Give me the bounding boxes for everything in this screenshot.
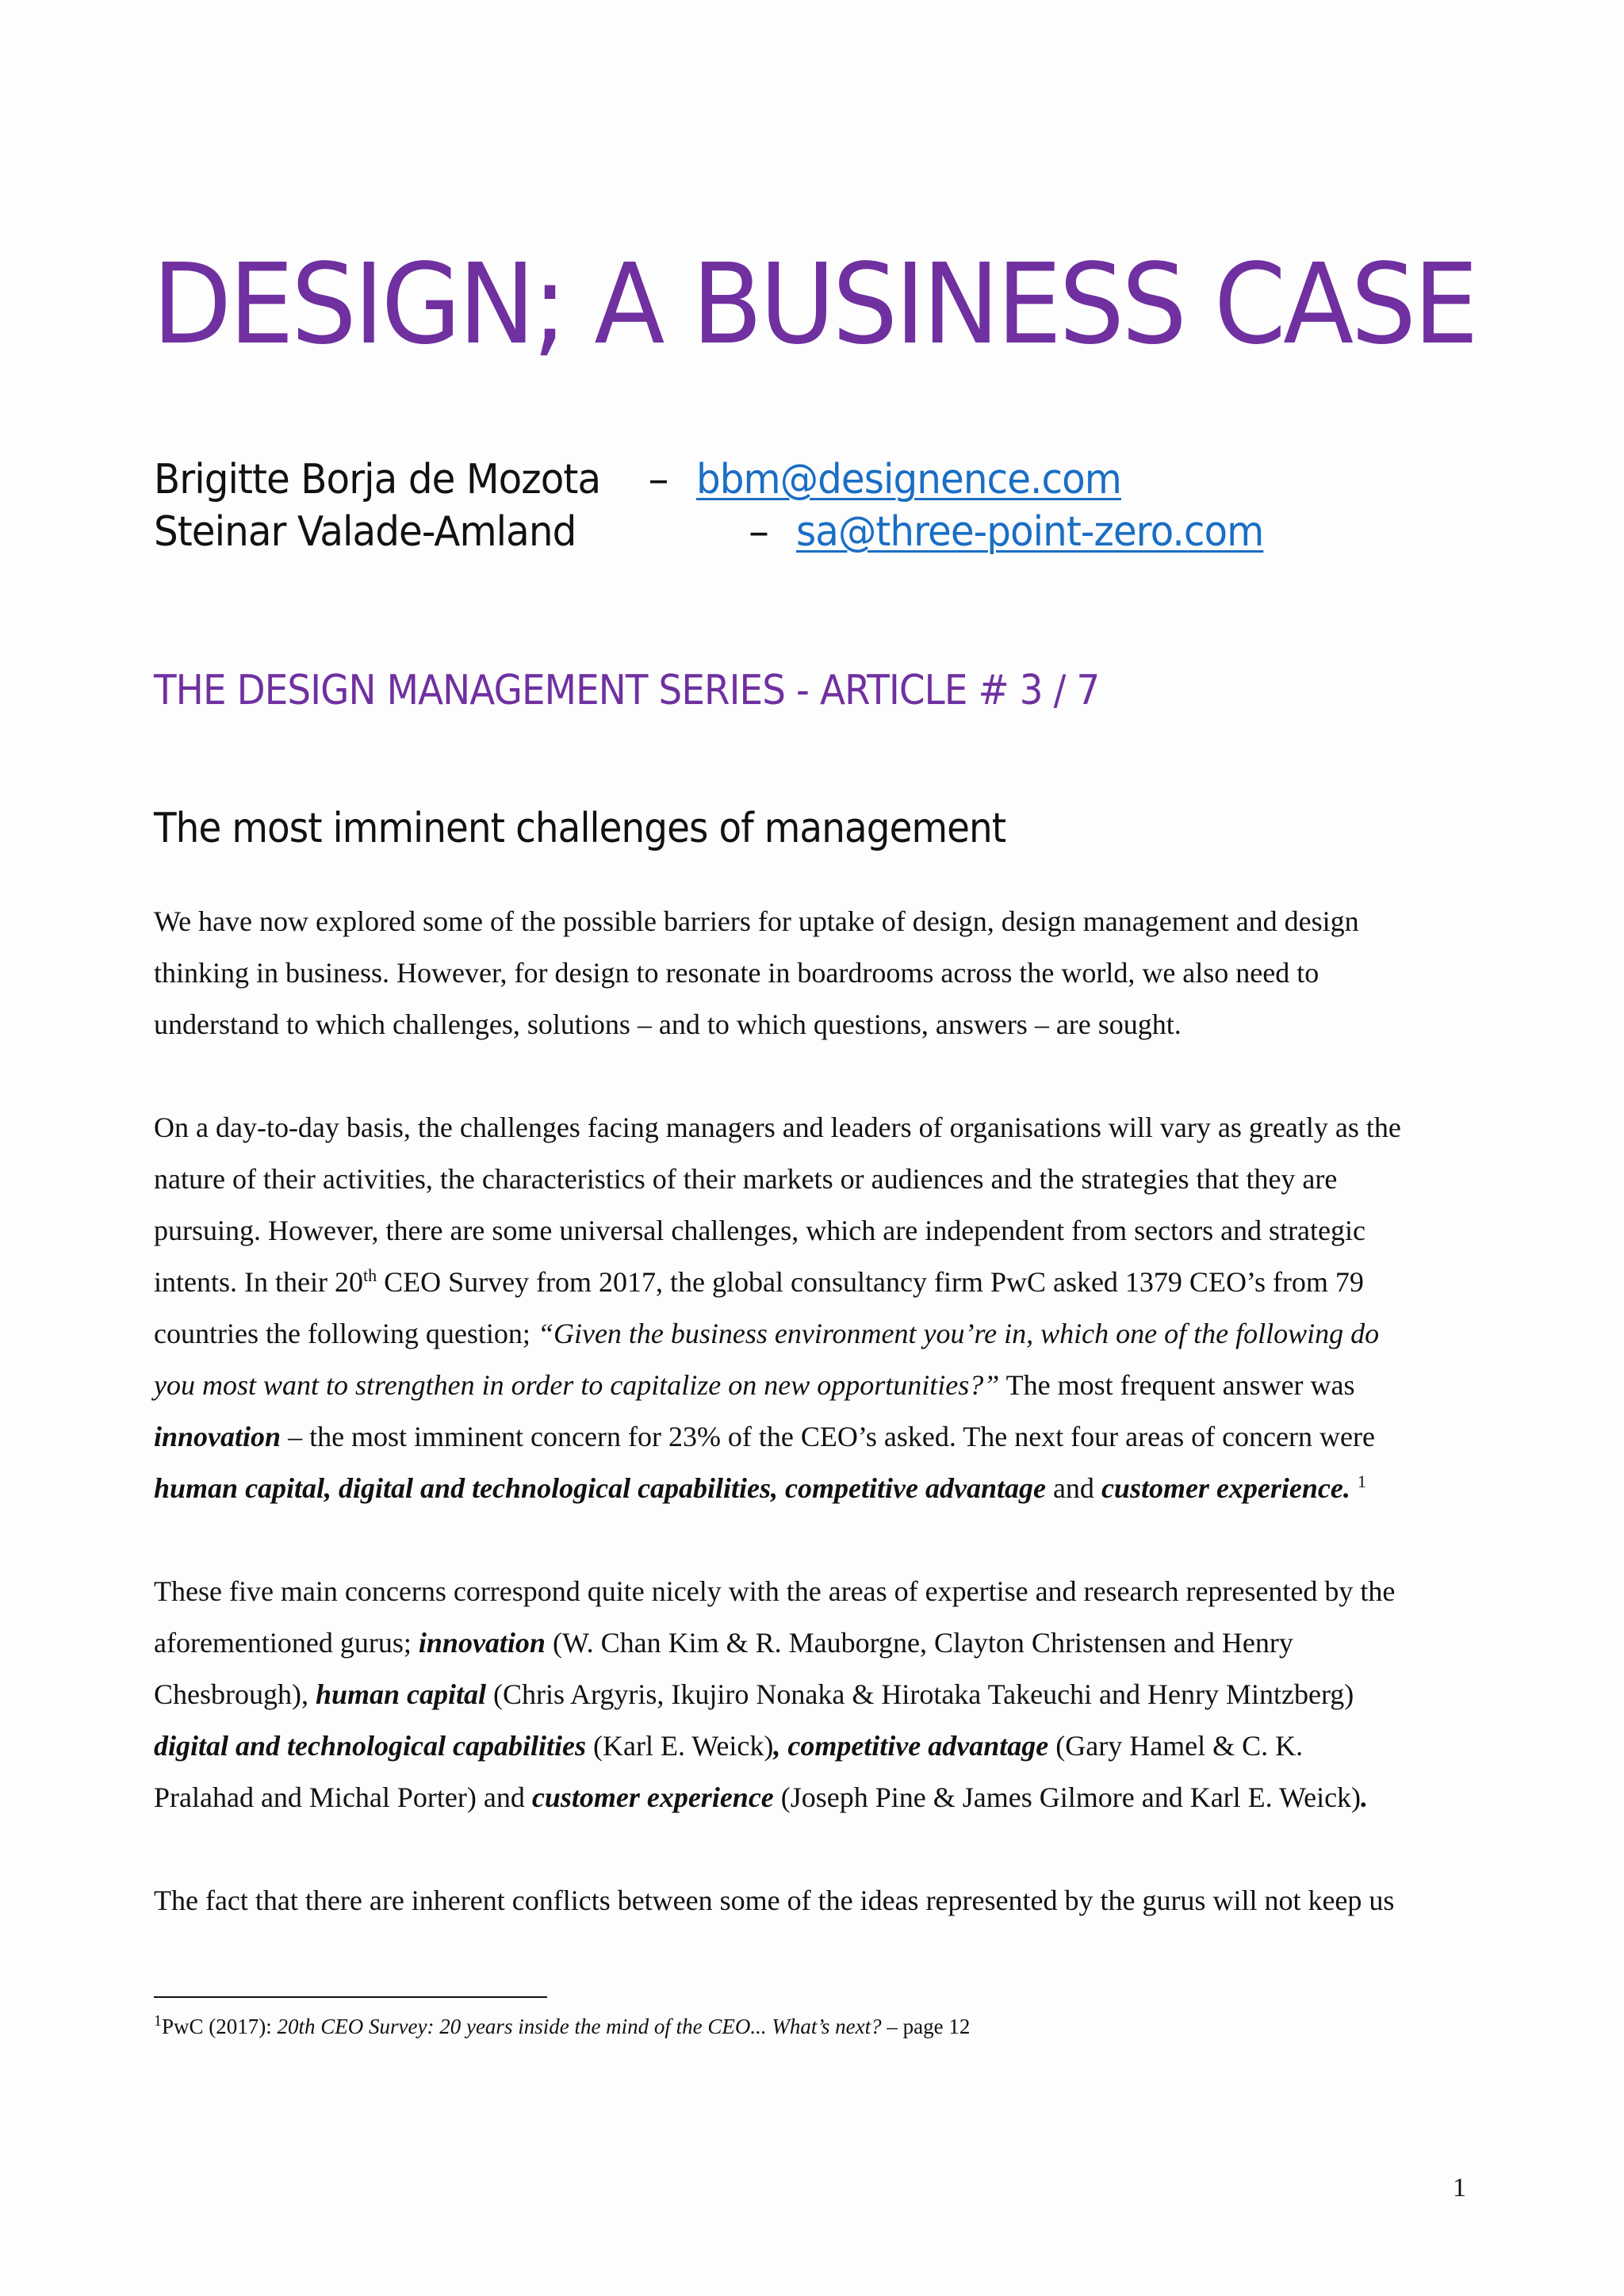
text-run: and	[1045, 1472, 1101, 1504]
footnote-marker: 1	[154, 2012, 162, 2030]
text-line: nature of their activities, the characteristics of their markets or audiences and the strategies that they are	[154, 1163, 1338, 1195]
footnote-divider	[154, 1996, 547, 1998]
text-run: The most frequent answer was	[999, 1369, 1355, 1401]
text-line	[154, 1669, 1470, 1720]
superscript: th	[362, 1265, 377, 1285]
section-heading: The most imminent challenges of management	[154, 805, 1006, 852]
author-separator: –	[749, 508, 768, 556]
text-run: Chesbrough),	[154, 1678, 316, 1710]
emphasis: human capital, digital and technological capabilities, competitive advantage	[154, 1472, 1046, 1504]
survey-question: “Given the business environment you’re in, which one of the following do	[537, 1318, 1380, 1349]
text-line	[154, 1257, 1470, 1308]
text-line	[154, 1411, 1470, 1463]
text-line: understand to which challenges, solutions – and to which questions, answers – are sought.	[154, 1008, 1182, 1040]
text-line: thinking in business. However, for design to resonate in boardrooms across the world, we also need to	[154, 957, 1320, 989]
text-run: (Karl E. Weick)	[586, 1730, 774, 1762]
emphasis: .	[1361, 1781, 1369, 1813]
emphasis: digital and technological capabilities	[154, 1730, 586, 1762]
footnote	[154, 2011, 970, 2042]
text-run: (W. Chan Kim & R. Mauborgne, Clayton Christensen and Henry	[545, 1627, 1293, 1659]
text-run: countries the following question;	[154, 1318, 538, 1349]
author-name: Steinar Valade-Amland	[154, 508, 576, 556]
text-line	[154, 1772, 1470, 1823]
author-block	[154, 453, 1299, 558]
page-number: 1	[1453, 2173, 1466, 2202]
emphasis: innovation	[154, 1421, 282, 1452]
survey-question: you most want to strengthen in order to capitalize on new opportunities?”	[154, 1369, 1000, 1401]
series-title: THE DESIGN MANAGEMENT SERIES - ARTICLE # 3 / 7	[154, 667, 1100, 714]
paragraph	[154, 1102, 1470, 1514]
text-line: We have now explored some of the possible barriers for uptake of design, design management and design	[154, 905, 1359, 937]
text-line	[154, 1617, 1470, 1669]
footnote-source-title: 20th CEO Survey: 20 years inside the mind of the CEO... What’s next?	[277, 2015, 882, 2038]
text-run: aforementioned gurus;	[154, 1627, 419, 1659]
document-title: DESIGN; A BUSINESS CASE	[152, 240, 1476, 369]
author-name: Brigitte Borja de Mozota	[154, 456, 601, 503]
article-body	[154, 896, 1470, 1978]
text-line	[154, 1308, 1470, 1360]
paragraph	[154, 896, 1470, 1050]
author-separator: –	[648, 456, 668, 503]
paragraph	[154, 1875, 1470, 1927]
paragraph	[154, 1566, 1470, 1823]
text-line	[154, 1463, 1470, 1514]
text-run: (Gary Hamel & C. K.	[1048, 1730, 1304, 1762]
text-run: Pralahad and Michal Porter) and	[154, 1781, 532, 1813]
emphasis: human capital	[315, 1678, 487, 1710]
text-run: (Chris Argyris, Ikujiro Nonaka & Hirotaka Takeuchi and Henry Mintzberg)	[486, 1678, 1354, 1710]
text-line: pursuing. However, there are some universal challenges, which are independent from sectors and strategic	[154, 1215, 1365, 1246]
text-run: intents. In their 20	[154, 1266, 363, 1298]
text-line: The fact that there are inherent conflicts between some of the ideas represented by the gurus will not keep us	[154, 1885, 1395, 1916]
text-run: (Joseph Pine & James Gilmore and Karl E. Weick)	[773, 1781, 1362, 1813]
emphasis: , competitive advantage	[773, 1730, 1049, 1762]
footnote-text: – page 12	[881, 2015, 971, 2038]
emphasis: customer experience.	[1101, 1472, 1350, 1504]
emphasis: customer experience	[531, 1781, 774, 1813]
footnote-reference[interactable]: 1	[1357, 1471, 1366, 1491]
text-run: CEO Survey from 2017, the global consultancy firm PwC asked 1379 CEO’s from 79	[377, 1266, 1364, 1298]
author-email-link[interactable]: bbm@designence.com	[695, 456, 1121, 503]
author-line	[154, 453, 1299, 506]
author-line	[154, 506, 1299, 558]
text-line: On a day-to-day basis, the challenges facing managers and leaders of organisations will vary as greatly as the	[154, 1112, 1401, 1143]
author-email-link[interactable]: sa@three-point-zero.com	[796, 508, 1264, 556]
footnote-text: PwC (2017):	[162, 2015, 278, 2038]
text-run: – the most imminent concern for 23% of the CEO’s asked. The next four areas of concern were	[281, 1421, 1375, 1452]
emphasis: innovation	[418, 1627, 546, 1659]
text-line	[154, 1720, 1470, 1772]
text-line	[154, 1360, 1470, 1411]
text-line: These five main concerns correspond quite nicely with the areas of expertise and research represented by the	[154, 1575, 1396, 1607]
